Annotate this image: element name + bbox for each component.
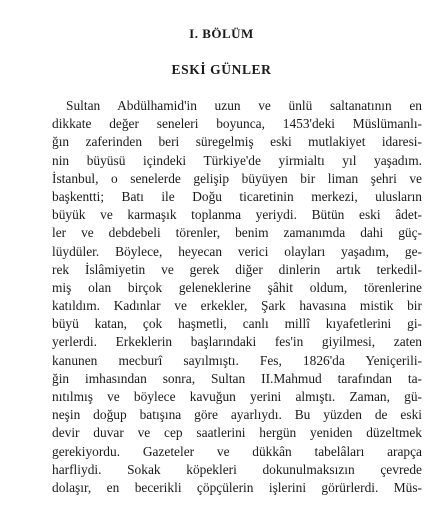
text-line: katıldım. Kadınlar ve erkekler, Şark havasına mistik bir [52, 298, 422, 314]
text-line: büyük ve karmaşık toplanma yeriydi. Bütün eski âdet- [52, 207, 422, 223]
text-line: dolaşır, en becerikli çöpçülerin işlerini görürlerdi. Müs- [52, 479, 422, 495]
text-line: gerekiyordu. Gazeteler ve dükkân tabelâları arapça [52, 443, 422, 459]
text-line: nin büyüsü içindeki Türkiye'de yirmialtı yıl yaşadım. [52, 152, 422, 168]
text-line: dikkate değer seneleri boyunca, 1453'deki Müslümanlı- [52, 116, 422, 132]
text-line: ğin imhasından sonra, Sultan II.Mahmud tarafından ta- [52, 370, 422, 386]
text-line: lüydüler. Böylece, heyecan verici olayları yaşadım, ge- [52, 243, 422, 259]
body-text [52, 97, 422, 497]
text-line: yerlerdi. Erkeklerin başlarındaki fes'in giyilmesi, zaten [52, 334, 422, 350]
text-line: büyü katan, çok haşmetli, canlı millî kıyafetlerini gi- [52, 316, 422, 332]
text-line: ğın zaferinden beri süregelmiş eski mutlakiyet idaresi- [52, 134, 422, 150]
chapter-title: ESKİ GÜNLER [171, 62, 272, 77]
text-line: devir duvar ve cep saatlerini hergün yeniden düzeltmek [52, 425, 422, 441]
text-line: başkentti; Batı ile Doğu ticaretinin merkezi, ulusların [52, 188, 422, 204]
text-line: rek İslâmiyetin ve gerek diğer dinlerin artık terkedil- [52, 261, 422, 277]
chapter-heading: I. BÖLÜM [189, 26, 254, 41]
text-line: ler ve debdebeli törenler, benim zamanımda dahi güç- [52, 225, 422, 241]
text-line: neşin doğup batışına göre ayarlıydı. Bu yüzden de eski [52, 407, 422, 423]
text-line: harfliydi. Sokak köpekleri dokunulmaksızın çevrede [52, 461, 422, 477]
text-line: nıtılmış ve böylece kavuğun yerini almıştı. Zaman, gü- [52, 389, 422, 404]
text-line: Sultan Abdülhamid'in uzun ve ünlü saltanatının en [66, 98, 422, 113]
text-line: miş olan birçok geleneklerine şâhit oldum, törenlerine [52, 279, 422, 295]
text-line: kanunen mecburî sayılmıştı. Fes, 1826'da Yeniçerili- [52, 352, 422, 368]
text-line: İstanbul, o senelerde gelişip büyüyen bir liman şehri ve [52, 170, 422, 186]
